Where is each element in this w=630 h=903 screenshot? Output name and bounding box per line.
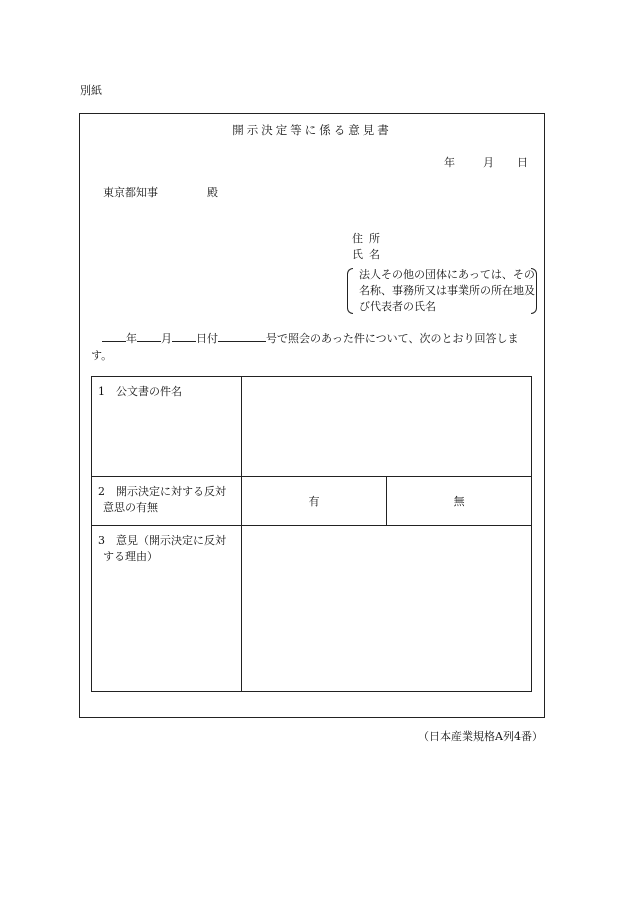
day-blank[interactable]	[172, 330, 196, 342]
address-label: 住所	[352, 232, 386, 245]
number-blank[interactable]	[218, 330, 266, 342]
honorific: 殿	[207, 186, 218, 199]
document-title: 開示決定等に係る意見書	[232, 123, 392, 137]
option-yes[interactable]: 有	[241, 477, 387, 526]
objection-label-line1: 2 開示決定に対する反対	[98, 485, 226, 498]
body-day-ref: 日付	[196, 332, 218, 345]
document-subject-label: 1 公文書の件名	[92, 377, 242, 477]
body-month: 月	[161, 332, 172, 345]
opinion-label-line2: する理由）	[103, 550, 158, 563]
opinion-label-line1: 3 意見（開示決定に反対	[98, 534, 226, 547]
opinion-table	[91, 376, 532, 692]
corporate-note-text: 法人その他の団体にあっては、その名称、事務所又は事業所の所在地及び代表者の氏名	[359, 268, 535, 313]
attachment-label: 別紙	[80, 84, 102, 97]
date-year-label: 年	[444, 156, 455, 169]
document-subject-field[interactable]	[241, 377, 531, 477]
opinion-field[interactable]	[241, 526, 531, 692]
year-blank[interactable]	[102, 330, 126, 342]
objection-label-line2: 意思の有無	[103, 501, 158, 514]
opinion-label	[92, 526, 242, 692]
objection-label	[92, 477, 242, 526]
corporate-note	[347, 267, 537, 315]
date-day-label: 日	[517, 156, 528, 169]
addressee: 東京都知事	[103, 186, 158, 199]
body-year: 年	[126, 332, 137, 345]
option-no[interactable]: 無	[387, 477, 532, 526]
reply-statement	[91, 330, 537, 364]
body-rest: 号で照会のあった件について、次のとおり回答します。	[91, 332, 519, 362]
bracket-left	[347, 268, 353, 314]
name-label: 氏名	[352, 248, 386, 261]
date-month-label: 月	[483, 156, 494, 169]
bracket-right	[531, 268, 537, 314]
month-blank[interactable]	[137, 330, 161, 342]
paper-size-note: （日本産業規格A列4番）	[418, 730, 543, 743]
